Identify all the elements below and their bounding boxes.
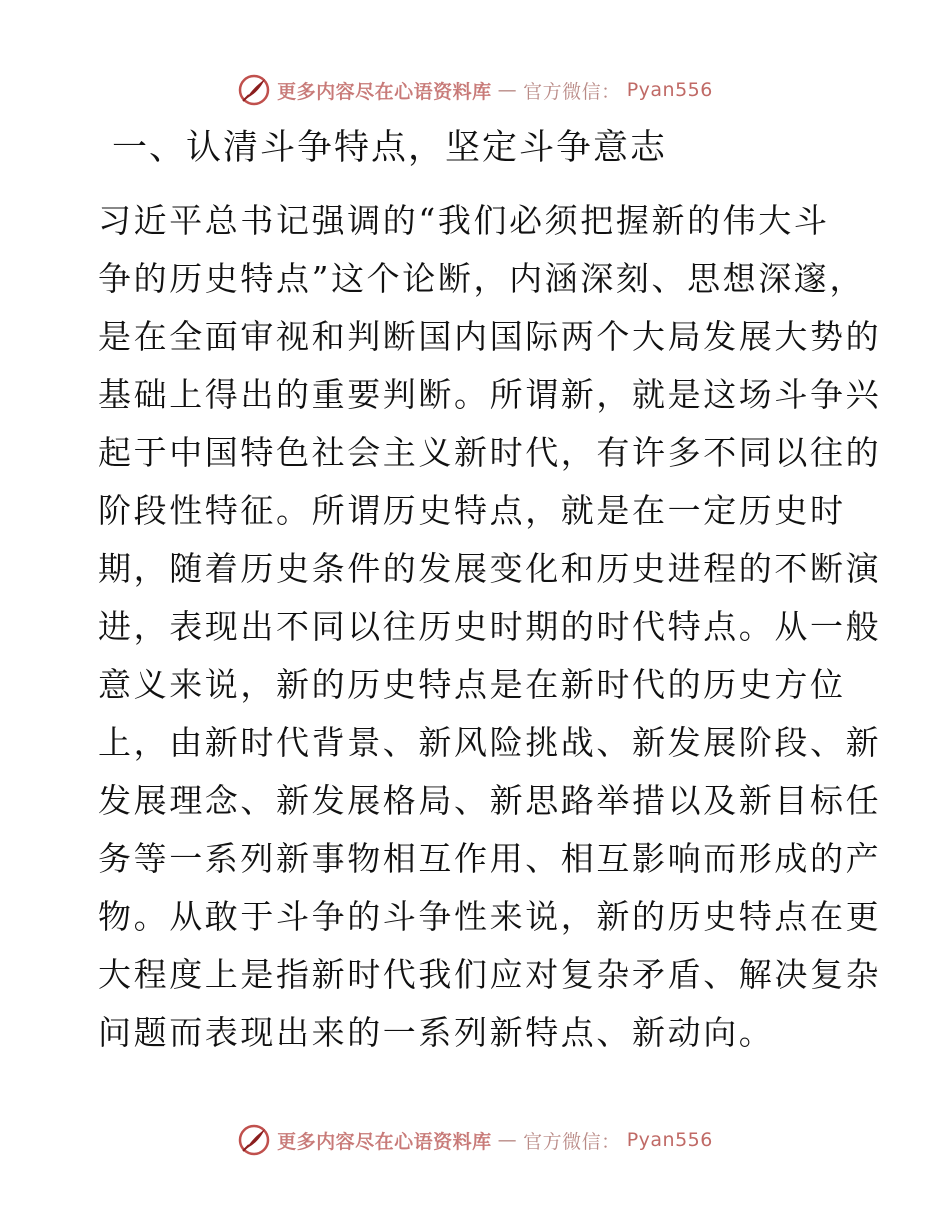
- section-heading: 一、认清斗争特点，坚定斗争意志: [112, 128, 668, 168]
- paragraph-line: 争的历史特点”这个论断，内涵深刻、思想深邃，: [98, 259, 866, 298]
- paragraph-line: 期，随着历史条件的发展变化和历史进程的不断演: [98, 549, 882, 588]
- banner-contact-label: 官方微信：: [523, 80, 621, 103]
- quill-pen-logo-icon: [237, 73, 271, 107]
- paragraph-line: 物。从敢于斗争的斗争性来说，新的历史特点在更: [98, 897, 882, 936]
- body-paragraph: [98, 192, 882, 1062]
- banner-contact-label: 官方微信：: [523, 1130, 621, 1153]
- banner-separator: —: [497, 79, 518, 101]
- paragraph-line: 阶段性特征。所谓历史特点，就是在一定历史时: [98, 491, 846, 530]
- banner-brand-text: 更多内容尽在心语资料库: [277, 80, 492, 103]
- paragraph-line: 务等一系列新事物相互作用、相互影响而形成的产: [98, 839, 882, 878]
- footer-watermark-banner: [0, 1120, 950, 1160]
- banner-brand-text: 更多内容尽在心语资料库: [277, 1130, 492, 1153]
- paragraph-line: 发展理念、新发展格局、新思路举措以及新目标任: [98, 781, 882, 820]
- paragraph-line: 意义来说，新的历史特点是在新时代的历史方位: [98, 665, 846, 704]
- paragraph-line: 进，表现出不同以往历史时期的时代特点。从一般: [98, 607, 882, 646]
- banner-contact-id: Pyan556: [626, 79, 713, 101]
- quill-pen-logo-icon: [237, 1123, 271, 1157]
- paragraph-line: 是在全面审视和判断国内国际两个大局发展大势的: [98, 317, 882, 356]
- header-watermark-banner: [0, 70, 950, 110]
- banner-separator: —: [497, 1129, 518, 1151]
- paragraph-line: 习近平总书记强调的“我们必须把握新的伟大斗: [98, 201, 830, 240]
- paragraph-line: 大程度上是指新时代我们应对复杂矛盾、解决复杂: [98, 955, 882, 994]
- paragraph-line: 问题而表现出来的一系列新特点、新动向。: [98, 1013, 775, 1052]
- banner-contact-id: Pyan556: [626, 1129, 713, 1151]
- paragraph-line: 起于中国特色社会主义新时代，有许多不同以往的: [98, 433, 882, 472]
- paragraph-line: 上，由新时代背景、新风险挑战、新发展阶段、新: [98, 723, 882, 762]
- paragraph-line: 基础上得出的重要判断。所谓新，就是这场斗争兴: [98, 375, 882, 414]
